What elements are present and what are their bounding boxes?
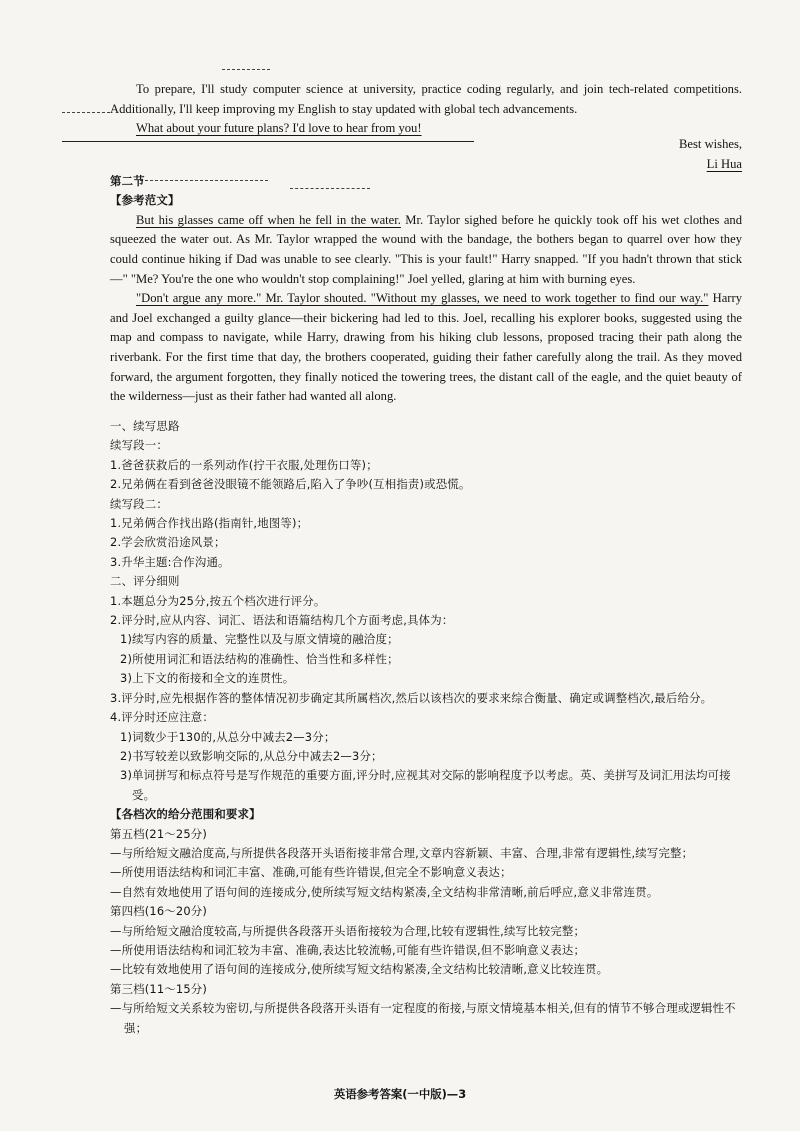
list-item: 2)书写较差以致影响交际的,从总分中减去2—3分； bbox=[120, 748, 383, 763]
list-item: 3)上下文的衔接和全文的连贯性。 bbox=[120, 671, 295, 686]
scoring-item-4: 4.评分时还应注意： bbox=[110, 710, 214, 725]
letter-signoff bbox=[110, 135, 742, 174]
list-item: 1)续写内容的质量、完整性以及与原文情境的融洽度； bbox=[120, 632, 399, 647]
list-item: —与所给短文融洽度较高,与所提供各段落开头语衔接较为合理,比较有逻辑性,续写比较完整； bbox=[110, 923, 586, 938]
page-footer: 英语参考答案(一中版)—3 bbox=[333, 1087, 467, 1101]
list-item: 1.兄弟俩合作找出路(指南针,地图等)； bbox=[110, 516, 309, 531]
letter-body bbox=[110, 80, 742, 139]
list-item: 3)单词拼写和标点符号是写作规范的重要方面,评分时,应视其对交际的影响程度予以考虑。英、美拼写及词汇用法均可接受。 bbox=[120, 768, 731, 802]
list-item: 2)所使用词汇和语法结构的准确性、恰当性和多样性； bbox=[120, 651, 399, 666]
scan-dash bbox=[222, 69, 270, 70]
scoring-item-1: 1.本题总分为25分,按五个档次进行评分。 bbox=[110, 593, 326, 608]
scan-dash bbox=[62, 112, 110, 113]
letter-paragraph-1: To prepare, I'll study computer science at university, practice coding regularly, and join tech-related competitions. Additionally, I'll keep improving my English to stay updated with global tech advancements. bbox=[110, 82, 742, 116]
sample-paragraph-2 bbox=[110, 289, 742, 407]
level-4-title: 第四档(16～20分) bbox=[110, 904, 208, 919]
list-item: 2.兄弟俩在看到爸爸没眼镜不能领路后,陷入了争吵(互相指责)或恐慌。 bbox=[110, 477, 471, 492]
scoring-item-2: 2.评分时,应从内容、词汇、语法和语篇结构几个方面考虑,具体为： bbox=[110, 613, 454, 628]
ideas-heading: 一、续写思路 bbox=[110, 419, 180, 433]
list-item: —与所给短文关系较为密切,与所提供各段落开头语有一定程度的衔接,与原文情境基本相关,但有的情节不够合理或逻辑性不强； bbox=[110, 1001, 736, 1035]
paragraph-1-body: Mr. Taylor sighed before he quickly took off his wet clothes and squeezed the water out. As Mr. Taylor wrapped the wound with the bandage, the bothers began to quarrel over how they could continue hiking if Dad was unable to see clearly. "This is your fault!" Harry snapped. "If you hadn't thrown that stick—" "Me? You're the one who wouldn't stop complaining!" Joel yelled, glaring at him with burning eyes. bbox=[110, 212, 743, 286]
sample-essay-heading: 【参考范文】 bbox=[110, 193, 180, 208]
list-item: 2.学会欣赏沿途风景； bbox=[110, 535, 226, 550]
list-item: 1)词数少于130的,从总分中减去2—3分； bbox=[120, 729, 336, 744]
letter-signature: Li Hua bbox=[706, 156, 742, 171]
segment-2-title: 续写段二： bbox=[110, 496, 168, 511]
list-item: 3.升华主题:合作沟通。 bbox=[110, 554, 230, 569]
list-item: —自然有效地使用了语句间的连接成分,使所续写短文结构紧凑,全文结构非常清晰,前后呼应,意义非常连贯。 bbox=[110, 884, 659, 899]
section-2-heading: 第二节 bbox=[110, 174, 145, 188]
writing-ideas bbox=[110, 417, 742, 1038]
list-item: —比较有效地使用了语句间的连接成分,使所续写短文结构紧凑,全文结构比较清晰,意义比较连贯。 bbox=[110, 962, 609, 977]
letter-paragraph-2: What about your future plans? I'd love to hear from you! bbox=[136, 121, 422, 136]
levels-heading: 【各档次的给分范围和要求】 bbox=[110, 807, 261, 822]
sample-paragraph-1 bbox=[110, 211, 742, 289]
list-item: —所使用语法结构和词汇丰富、准确,可能有些许错误,但完全不影响意义表达； bbox=[110, 865, 512, 880]
section-2 bbox=[110, 172, 742, 407]
scoring-item-3: 3.评分时,应先根据作答的整体情况初步确定其所属档次,然后以该档次的要求来综合衡量、确定或调整档次,最后给分。 bbox=[110, 690, 713, 705]
segment-1-title: 续写段一： bbox=[110, 438, 168, 453]
level-5-title: 第五档(21～25分) bbox=[110, 826, 208, 841]
paragraph-1-opening: But his glasses came off when he fell in the water. bbox=[136, 212, 401, 227]
paragraph-2-opening: "Don't argue any more." Mr. Taylor shouted. "Without my glasses, we need to work together to find our way." bbox=[136, 291, 709, 306]
list-item: —所使用语法结构和词汇较为丰富、准确,表达比较流畅,可能有些许错误,但不影响意义表达； bbox=[110, 942, 586, 957]
list-item: 1.爸爸获救后的一系列动作(拧干衣服,处理伤口等)； bbox=[110, 457, 378, 472]
list-item: —与所给短文融洽度高,与所提供各段落开头语衔接非常合理,文章内容新颖、丰富、合理,非常有逻辑性,续写完整； bbox=[110, 845, 694, 860]
paragraph-2-body: Harry and Joel exchanged a guilty glance—their bickering had led to this. Joel, recalling his explorer books, suggested using the map and compass to navigate, while Harry, drawing from his hiking club lessons, proposed tracing their path along the riverbank. For the first time that day, the brothers cooperated, guiding their father carefully along the trail. As they moved forward, the argument forgotten, they finally noticed the towering trees, the distant call of the eagle, and the quiet beauty of the wilderness—just as their father had wanted all along. bbox=[110, 291, 742, 404]
letter-closing: Best wishes, bbox=[679, 137, 742, 151]
scoring-heading: 二、评分细则 bbox=[110, 574, 180, 589]
level-3-title: 第三档(11～15分) bbox=[110, 981, 208, 996]
